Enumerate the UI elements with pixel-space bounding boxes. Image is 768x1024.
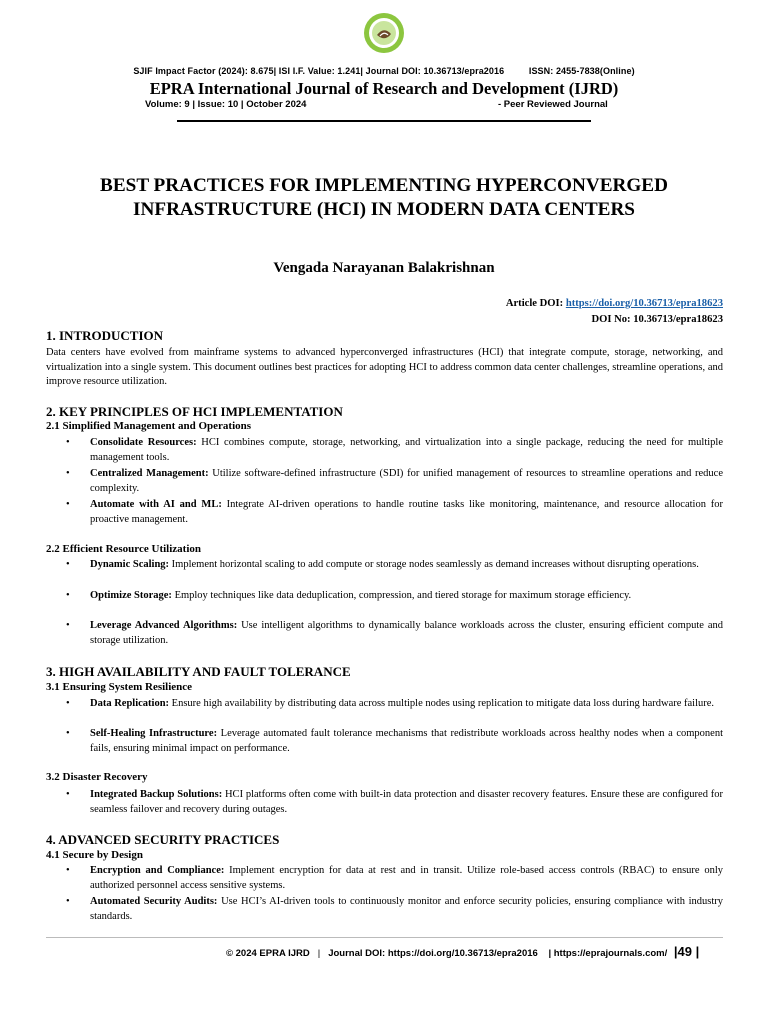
- section-heading: 4. ADVANCED SECURITY PRACTICES: [46, 832, 280, 847]
- volume-issue: Volume: 9 | Issue: 10 | October 2024: [145, 99, 307, 110]
- bullet: •: [66, 728, 70, 739]
- journal-logo: [363, 12, 405, 54]
- journal-name: EPRA International Journal of Research and Development (IJRD): [149, 79, 619, 98]
- bullet-text: Implement horizontal scaling to add compute or storage nodes seamlessly as demand increases without disrupting operations.: [169, 559, 699, 570]
- subsection-heading: 4.1 Secure by Design: [46, 849, 143, 861]
- bullet: •: [66, 559, 70, 570]
- journal-meta: [0, 66, 768, 76]
- title-line-1: BEST PRACTICES FOR IMPLEMENTING HYPERCONVERGED: [100, 175, 668, 196]
- bullet-term: Automated Security Audits:: [90, 896, 218, 907]
- peer-reviewed-label: - Peer Reviewed Journal: [498, 99, 608, 110]
- paper-title: [40, 174, 728, 222]
- footer-journal-doi[interactable]: Journal DOI: https://doi.org/10.36713/epra2016: [328, 948, 538, 959]
- author-name: Vengada Narayanan Balakrishnan: [273, 260, 495, 276]
- list-item: [66, 467, 723, 496]
- bullet-term: Automate with AI and ML:: [90, 499, 222, 510]
- article-doi-label: Article DOI:: [505, 298, 564, 309]
- list-item: [66, 498, 723, 527]
- section-heading: 1. INTRODUCTION: [46, 328, 164, 343]
- footer-rule: [46, 937, 723, 938]
- bullet: •: [66, 865, 70, 876]
- article-doi: [506, 298, 723, 309]
- list-item: [66, 697, 723, 726]
- bullet: •: [66, 499, 70, 510]
- bullet-term: Consolidate Resources:: [90, 437, 197, 448]
- bullet: •: [66, 620, 70, 631]
- bullet-text: Employ techniques like data deduplication, compression, and tiered storage for maximum storage efficiency.: [171, 590, 632, 601]
- bullet-text: Leverage automated fault tolerance mechanisms that redistribute workloads across healthy nodes when a component fails, ensuring minimal impact on performance.: [90, 728, 723, 754]
- bullet: •: [66, 698, 70, 709]
- list-item: [66, 558, 723, 587]
- bullet: •: [66, 896, 70, 907]
- list-item: [66, 727, 723, 756]
- subsection-heading: 2.2 Efficient Resource Utilization: [46, 543, 201, 555]
- page-number: |49 |: [673, 944, 700, 959]
- footer-separator: |: [317, 948, 321, 959]
- article-doi-link[interactable]: https://doi.org/10.36713/epra18623: [565, 298, 723, 309]
- impact-factor-text: SJIF Impact Factor (2024): 8.675| ISI I.F. Value: 1.241| Journal DOI: 10.36713/epra2016: [133, 66, 505, 76]
- bullet-text: Use intelligent algorithms to dynamically balance workloads across the cluster, ensuring efficient compute and storage utilization.: [90, 620, 723, 646]
- bullet-term: Leverage Advanced Algorithms:: [90, 620, 238, 631]
- list-item: [66, 864, 723, 893]
- bullet-text: Use HCI’s AI-driven tools to continuously monitor and enforce security policies, ensuring compliance with industry standards.: [90, 896, 723, 922]
- footer-url[interactable]: | https://eprajournals.com/: [548, 948, 668, 959]
- bullet: •: [66, 789, 70, 800]
- list-item: [66, 895, 723, 924]
- bullet-text: HCI combines compute, storage, networking, and virtualization into a single package, reducing the need for multiple management tools.: [90, 437, 723, 463]
- doi-number: DOI No: 10.36713/epra18623: [591, 314, 723, 325]
- title-line-2: INFRASTRUCTURE (HCI) IN MODERN DATA CENTERS: [133, 199, 635, 220]
- bullet-text: Utilize software-defined infrastructure (SDI) for unified management of resources to streamline operations and reduce complexity.: [90, 468, 723, 494]
- bullet-text: Ensure high availability by distributing data across multiple nodes using replication to mitigate data loss during hardware failure.: [169, 698, 715, 709]
- list-item: [66, 589, 723, 618]
- bullet: •: [66, 437, 70, 448]
- bullet: •: [66, 468, 70, 479]
- bullet-term: Data Replication:: [90, 698, 170, 709]
- footer-copyright: © 2024 EPRA IJRD: [226, 948, 310, 959]
- bullet: •: [66, 590, 70, 601]
- list-item: [66, 619, 723, 648]
- section-heading: 2. KEY PRINCIPLES OF HCI IMPLEMENTATION: [46, 404, 343, 419]
- bullet-text: Implement encryption for data at rest and in transit. Utilize role-based access controls (RBAC) to ensure only authorized personnel access sensitive systems.: [90, 865, 723, 891]
- bullet-term: Integrated Backup Solutions:: [90, 789, 223, 800]
- list-item: [66, 436, 723, 465]
- bullet-term: Dynamic Scaling:: [90, 559, 170, 570]
- header-rule: [177, 120, 591, 122]
- page-footer: [226, 944, 699, 959]
- section-heading: 3. HIGH AVAILABILITY AND FAULT TOLERANCE: [46, 664, 351, 679]
- issn-text: ISSN: 2455-7838(Online): [528, 66, 635, 76]
- bullet-text: Integrate AI-driven operations to handle routine tasks like monitoring, maintenance, and resource allocation for proactive management.: [90, 499, 723, 525]
- subsection-heading: 2.1 Simplified Management and Operations: [46, 420, 252, 432]
- bullet-term: Encryption and Compliance:: [90, 865, 225, 876]
- bullet-text: HCI platforms often come with built-in data protection and disaster recovery features. Ensure these are configured for seamless failover and recovery during outages.: [90, 789, 723, 815]
- intro-paragraph: Data centers have evolved from mainframe systems to advanced hyperconverged infrastructures (HCI) that integrate compute, storage, networking, and virtualization into a single system. This document outlines best practices for adopting HCI to address common data center challenges, streamline operations, and improve resource utilization.: [46, 347, 723, 387]
- subsection-heading: 3.1 Ensuring System Resilience: [46, 681, 193, 693]
- bullet-term: Optimize Storage:: [90, 590, 172, 601]
- list-item: [66, 788, 723, 817]
- subsection-heading: 3.2 Disaster Recovery: [46, 771, 148, 783]
- bullet-term: Self-Healing Infrastructure:: [90, 728, 218, 739]
- bullet-term: Centralized Management:: [90, 468, 209, 479]
